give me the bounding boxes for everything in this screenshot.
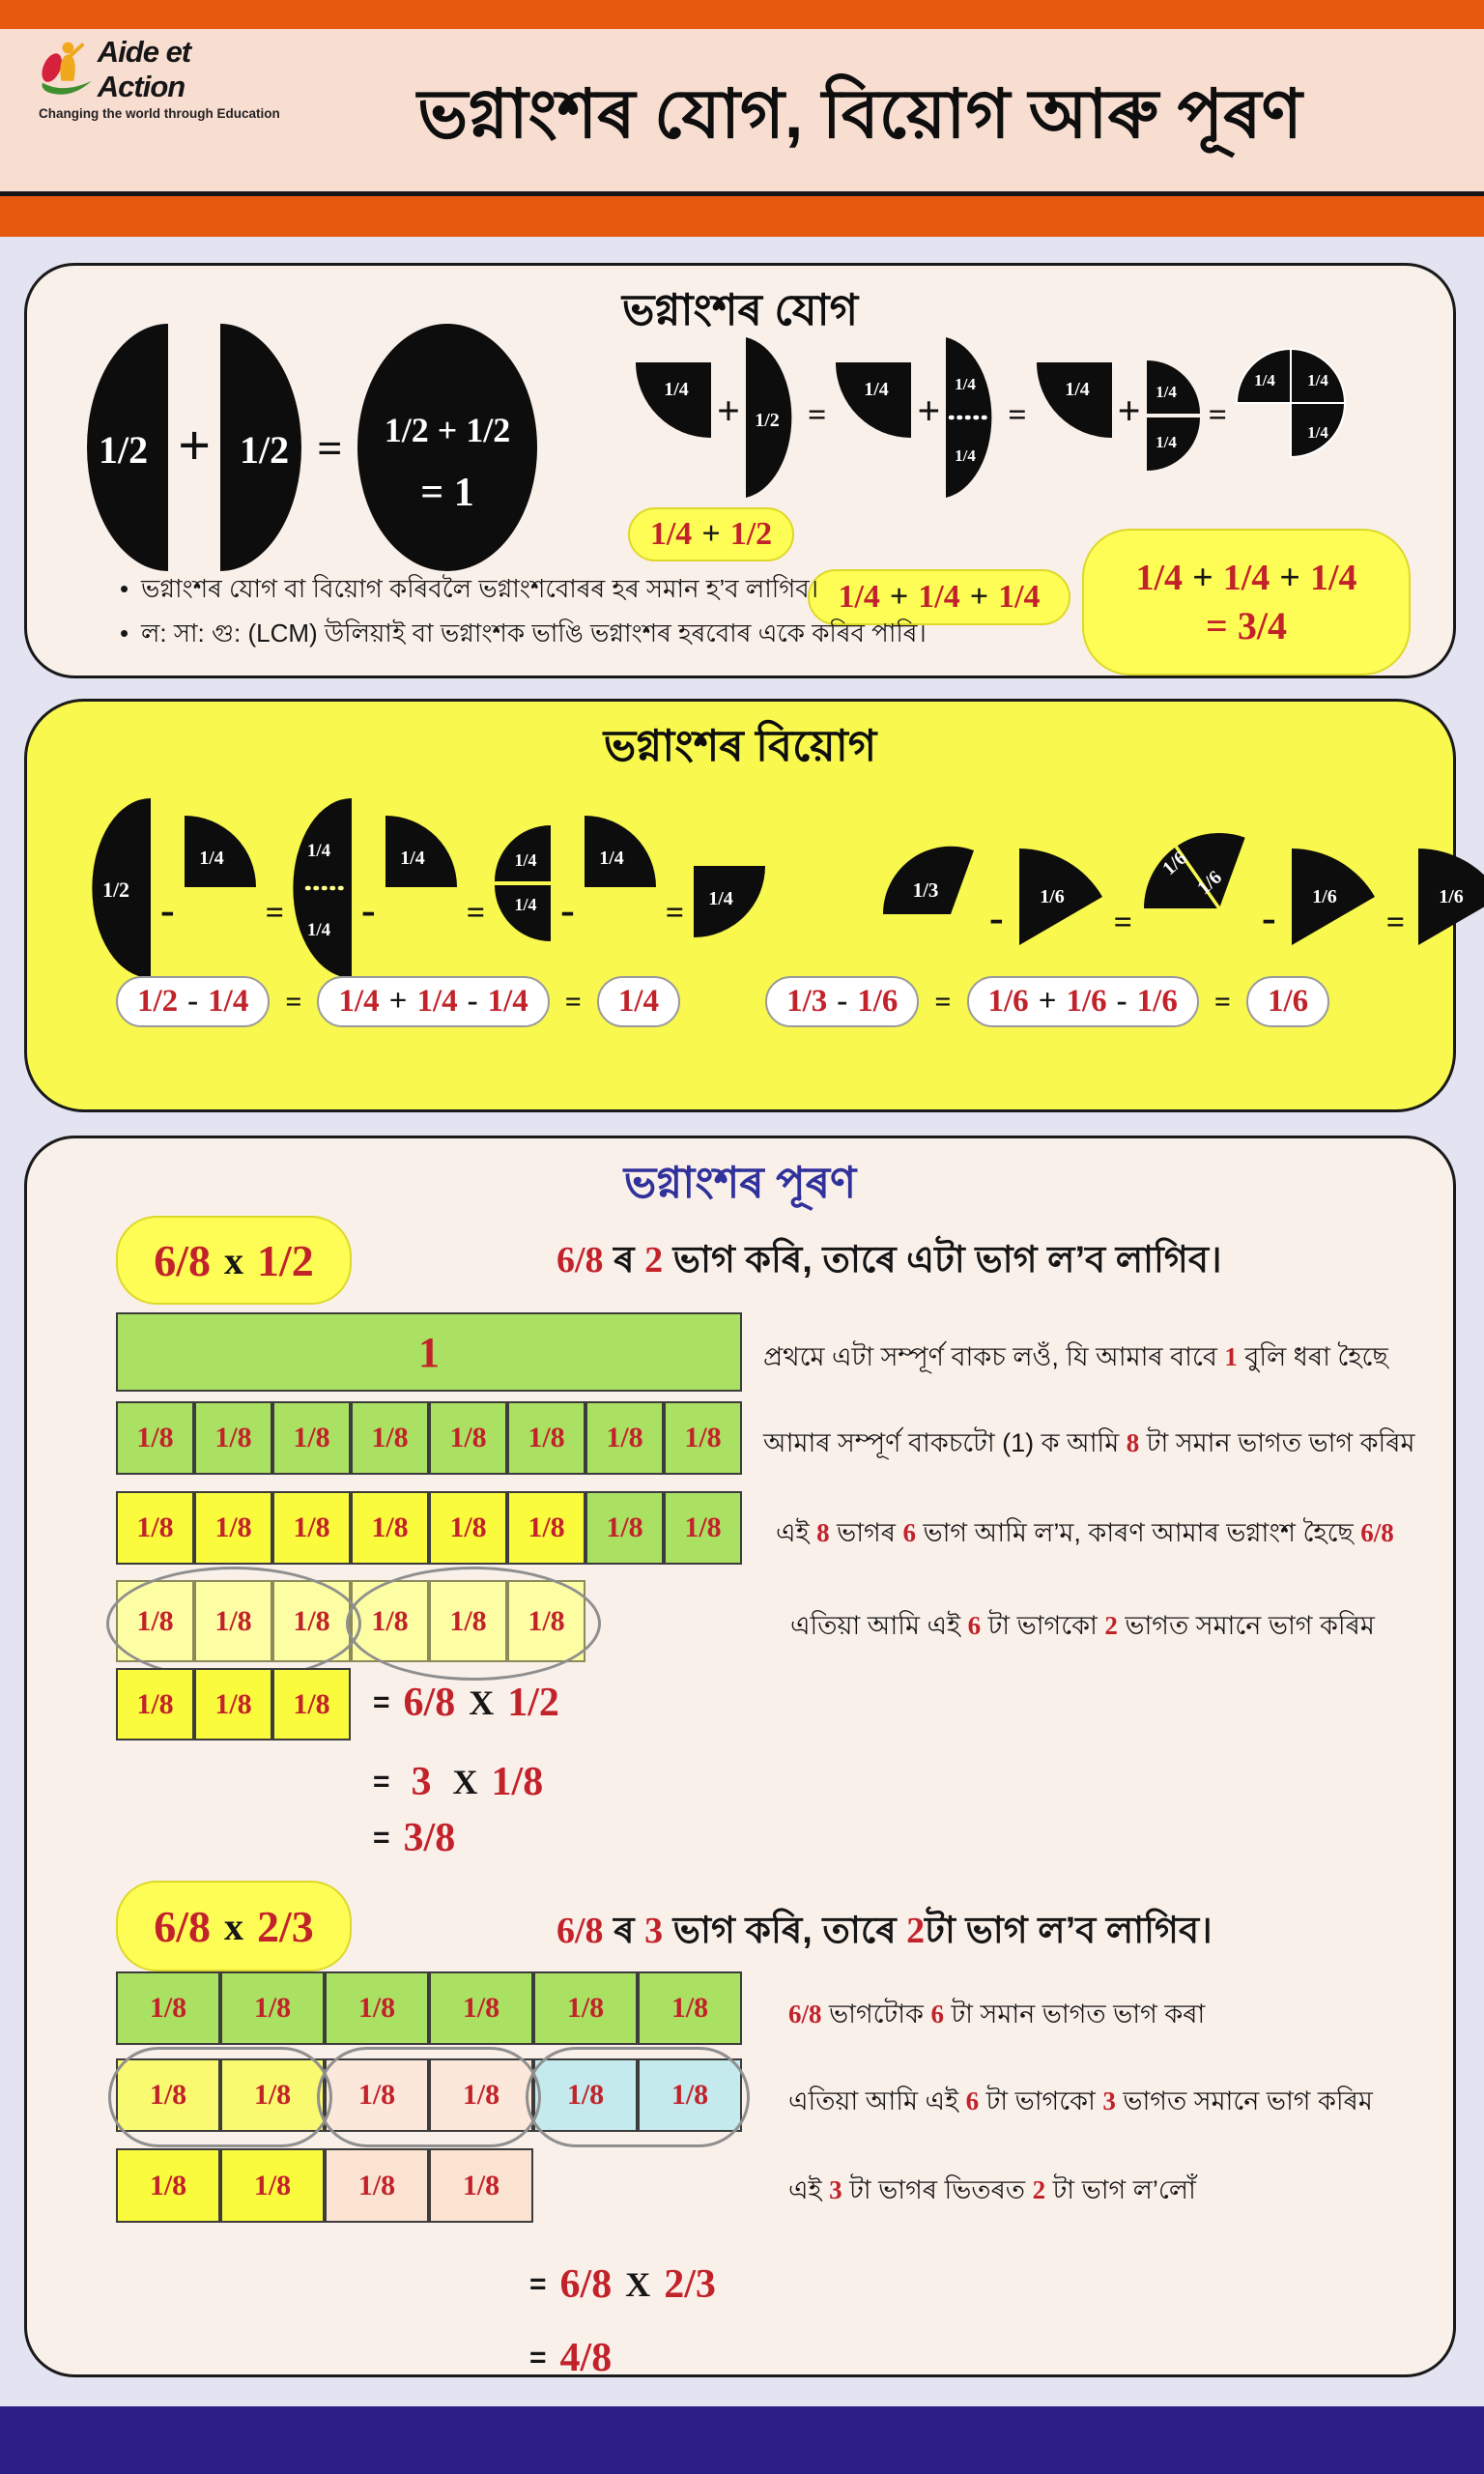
fraction-cell: 1/8 xyxy=(638,1971,742,2045)
equals-sign: = xyxy=(934,985,952,1018)
number: 3 xyxy=(411,1760,432,1804)
times-sign: X xyxy=(452,1763,478,1801)
text: আমাৰ সম্পূৰ্ণ বাকচটো (1) ক আমি xyxy=(763,1428,1127,1457)
label-half-minus-quarter xyxy=(116,976,270,1027)
whole-label-1: 1/2 + 1/2 xyxy=(385,411,511,449)
multiplication-title: ভগ্নাংশৰ পূৰণ xyxy=(623,1158,857,1207)
fraction: 1/2 xyxy=(257,1235,314,1285)
times-sign: X xyxy=(469,1683,495,1722)
plus-sign: + xyxy=(917,389,941,434)
number: 3 xyxy=(1102,2086,1116,2115)
half-label: 1/2 xyxy=(101,877,130,902)
two-quarters-stacked xyxy=(493,823,553,943)
quarter-label: 1/4 xyxy=(1254,371,1275,389)
quarter-label: 1/4 xyxy=(955,446,977,465)
sixth-label: 1/6 xyxy=(1193,866,1226,900)
row-eight-parts xyxy=(116,1401,742,1475)
text: এতিয়া আমি এই xyxy=(790,1611,968,1640)
fraction: 1/2 xyxy=(137,984,179,1019)
fraction: 6/8 xyxy=(154,1235,211,1285)
subtraction-demo-sixths xyxy=(877,816,1484,949)
top-orange-bar xyxy=(0,0,1484,29)
quarter-label: 1/4 xyxy=(1064,379,1090,400)
fraction-cell: 1/8 xyxy=(638,2058,742,2132)
fraction: 1/4 xyxy=(338,984,380,1019)
fraction-cell: 1/8 xyxy=(429,1401,507,1475)
fraction: 2/3 xyxy=(664,2262,716,2307)
fraction: 1/8 xyxy=(491,1760,544,1804)
quarter-label: 1/4 xyxy=(955,375,977,393)
number: 6 xyxy=(965,2086,980,2115)
fraction: 1/6 xyxy=(987,984,1029,1019)
quarter-label: 1/4 xyxy=(708,888,733,909)
equals-sign: = xyxy=(1385,905,1406,940)
footer-bar xyxy=(0,2406,1484,2474)
plus-sign: + xyxy=(178,414,212,477)
quarter-label: 1/4 xyxy=(664,379,689,400)
caption-take-six xyxy=(776,1513,1394,1557)
quarter-label: 1/4 xyxy=(1307,371,1328,389)
fraction-cell: 1/8 xyxy=(533,1971,638,2045)
plus-sign: + xyxy=(1192,557,1213,598)
whole-cell: 1 xyxy=(116,1312,742,1392)
fraction: 1/4 xyxy=(1222,557,1270,598)
times-sign: x xyxy=(224,1238,243,1282)
quarter-label: 1/4 xyxy=(1307,423,1328,442)
fraction-cell: 1/8 xyxy=(351,1580,429,1662)
fraction-cell: 1/8 xyxy=(220,2058,325,2132)
quarter-pie-result xyxy=(692,864,767,939)
plus-sign: + xyxy=(388,984,408,1019)
fraction-cell: 1/8 xyxy=(272,1668,351,1740)
fraction-cell: 1/8 xyxy=(507,1401,585,1475)
leaf xyxy=(43,81,92,95)
text: প্ৰথমে এটা সম্পূৰ্ণ বাকচ লওঁ, যি আমাৰ বাবে xyxy=(763,1342,1225,1371)
two-quarters-stacked xyxy=(1145,359,1201,473)
times-sign: X xyxy=(625,2265,651,2304)
fraction-cell: 1/8 xyxy=(429,1580,507,1662)
addition-demo-halves xyxy=(85,322,539,573)
text: ভাগ কৰি, তাৰে xyxy=(663,1911,907,1951)
fraction: 1/4 xyxy=(838,579,880,615)
quarter-label: 1/4 xyxy=(198,848,224,869)
equation-b xyxy=(529,2335,612,2381)
quarter-pie xyxy=(1035,360,1114,440)
figure-head xyxy=(62,43,73,54)
caption-eight-parts xyxy=(763,1424,1414,1467)
equals-sign: = xyxy=(373,1766,390,1798)
text: টা সমান ভাগত ভাগ কৰা xyxy=(943,1999,1206,2028)
fraction-cell: 1/8 xyxy=(664,1491,742,1565)
fraction-cell: 1/8 xyxy=(325,1971,429,2045)
half-pie xyxy=(91,796,153,980)
poster-title: ভগ্নাংশৰ যোগ, বিয়োগ আৰু পূৰণ xyxy=(417,76,1302,152)
row-two-groups xyxy=(116,1580,585,1662)
minus-sign: - xyxy=(160,886,175,934)
number: 2 xyxy=(1104,1611,1118,1640)
sixth-label: 1/6 xyxy=(1439,886,1464,907)
fraction-cell: 1/8 xyxy=(116,2058,220,2132)
fraction-cell: 1/8 xyxy=(585,1491,664,1565)
result-line-1 xyxy=(1136,557,1357,599)
fraction-cell: 1/8 xyxy=(220,1971,325,2045)
section-subtraction xyxy=(24,699,1464,1112)
addition-notes xyxy=(116,567,1043,655)
quarter-label: 1/4 xyxy=(306,920,331,940)
text: ৰ xyxy=(603,1911,645,1951)
equals-sign: = xyxy=(529,2268,547,2300)
sixth-wedge-result xyxy=(1413,839,1484,949)
fraction: 1/2 xyxy=(729,516,773,552)
minus-sign: - xyxy=(837,984,848,1019)
number: 3 xyxy=(644,1911,664,1951)
fraction-cell: 1/8 xyxy=(116,1401,194,1475)
caption-two-groups xyxy=(790,1606,1375,1650)
pill-six-eighth-times-two-third xyxy=(116,1881,352,1971)
text: এতিয়া আমি এই xyxy=(788,2086,966,2115)
row-whole xyxy=(116,1312,742,1392)
minus-sign: - xyxy=(1262,894,1276,941)
fraction-cell: 1/8 xyxy=(664,1401,742,1475)
fraction: 1/6 xyxy=(857,984,899,1019)
result-line-2: = 3/4 xyxy=(1206,603,1287,647)
text: টা ভাগকো xyxy=(979,2086,1103,2115)
text: ৰ xyxy=(603,1240,645,1280)
third-wedge xyxy=(877,837,980,920)
equals-sign: = xyxy=(373,1686,390,1718)
subtraction-labels xyxy=(116,976,1329,1027)
row-six-parts xyxy=(116,1971,742,2045)
equals-sign: = xyxy=(807,397,827,433)
equals-sign: = xyxy=(317,423,343,473)
fraction-cell: 1/8 xyxy=(116,1668,194,1740)
fraction-cell: 1/8 xyxy=(116,1580,194,1662)
fraction: 6/8 xyxy=(1360,1518,1394,1547)
minus-sign: - xyxy=(361,886,376,934)
part2-heading xyxy=(556,1902,1213,1964)
equals-sign: = xyxy=(564,985,582,1018)
minus-sign: - xyxy=(467,984,478,1019)
fraction-cell: 1/8 xyxy=(585,1401,664,1475)
quarter-label: 1/4 xyxy=(864,379,890,400)
second-orange-bar xyxy=(0,196,1484,237)
number: 2 xyxy=(644,1240,664,1280)
fraction: 1/4 xyxy=(649,516,693,552)
half-pie-split-dotted xyxy=(292,796,354,980)
times-sign: x xyxy=(224,1904,243,1948)
sixth-wedge xyxy=(1286,839,1379,949)
equals-sign: = xyxy=(665,895,685,931)
text: বুলি ধৰা হৈছে xyxy=(1237,1342,1388,1371)
text: ভাগ আমি ল’ম, কাৰণ আমাৰ ভগ্নাংশ হৈছে xyxy=(915,1518,1361,1547)
half-pie xyxy=(744,335,800,500)
quarter-pie xyxy=(834,360,913,440)
half-label: 1/2 xyxy=(755,410,780,431)
text: টা ভাগৰ ভিতৰত xyxy=(842,2175,1033,2204)
slice xyxy=(1037,362,1112,438)
fraction: 4/8 xyxy=(559,2336,613,2380)
minus-sign: - xyxy=(560,886,575,934)
quarter-label: 1/4 xyxy=(598,848,624,869)
sixth-label: 1/6 xyxy=(1039,886,1065,907)
equation-3 xyxy=(373,1815,455,1861)
fraction-cell: 1/8 xyxy=(325,2148,429,2223)
fraction-cell: 1/8 xyxy=(429,1971,533,2045)
text: টা সমান ভাগত ভাগ কৰিম xyxy=(1139,1428,1415,1457)
fraction: 1/4 xyxy=(208,984,249,1019)
fraction-cell: 1/8 xyxy=(351,1401,429,1475)
quarter-label: 1/4 xyxy=(1155,433,1177,451)
fraction-cell: 1/8 xyxy=(194,1491,272,1565)
fraction: 3/8 xyxy=(403,1816,456,1860)
equals-sign: = xyxy=(1113,905,1133,940)
equals-sign: = xyxy=(466,895,486,931)
plus-sign: + xyxy=(889,579,909,615)
number: 2 xyxy=(906,1911,926,1951)
half-pie-right xyxy=(218,322,303,573)
text: ভাগত সমানে ভাগ কৰিম xyxy=(1115,2086,1373,2115)
number: 6 xyxy=(930,1999,944,2028)
text: ভাগত সমানে ভাগ কৰিম xyxy=(1117,1611,1375,1640)
sixth-label: 1/6 xyxy=(1158,847,1191,880)
equals-sign: = xyxy=(373,1822,390,1854)
row-take-six xyxy=(116,1491,742,1565)
row-result-three xyxy=(116,1668,351,1740)
number: 6 xyxy=(967,1611,982,1640)
quarter-pie xyxy=(634,360,713,440)
fraction: 1/6 xyxy=(1136,984,1178,1019)
caption-row-whole xyxy=(763,1338,1388,1381)
fraction-cell: 1/8 xyxy=(116,2148,220,2223)
label-sixth-result: 1/6 xyxy=(1246,976,1329,1027)
caption-three-pairs xyxy=(788,2082,1373,2125)
part1-heading xyxy=(556,1231,1222,1293)
fraction: 1/2 xyxy=(507,1681,559,1725)
fraction: 6/8 xyxy=(559,2262,613,2307)
caption-take-two-pairs xyxy=(788,2171,1196,2214)
row-take-two-pairs xyxy=(116,2148,533,2223)
fraction-cell: 1/8 xyxy=(351,1491,429,1565)
subtraction-demo-quarters xyxy=(91,796,767,980)
note-bullet: • ল: সা: গু: (LCM) উলিয়াই বা ভগ্নাংশক ভাঙি ভগ্নাংশৰ হৰবোৰ একে কৰিব পাৰি। xyxy=(116,612,1043,656)
equation-a xyxy=(529,2261,716,2308)
text: এই xyxy=(788,2175,830,2204)
label-sixth-sum-minus xyxy=(967,976,1199,1027)
plus-sign: + xyxy=(1117,389,1141,434)
logo-title: Aide et Action xyxy=(97,35,191,103)
equals-sign: = xyxy=(1008,397,1027,433)
number: 3 xyxy=(829,2175,842,2204)
fraction-cell: 1/8 xyxy=(533,2058,638,2132)
plus-sign: + xyxy=(1038,984,1057,1019)
quarter-label: 1/4 xyxy=(306,841,331,861)
addition-demo-quarters xyxy=(634,335,1347,500)
note-bullet: • ভগ্নাংশৰ যোগ বা বিয়োগ কৰিবলৈ ভগ্নাংশবোৰৰ হৰ সমান হ’ব লাগিব। xyxy=(116,567,1043,612)
fraction-cell: 1/8 xyxy=(194,1580,272,1662)
fraction-cell: 1/8 xyxy=(116,1491,194,1565)
text: ভাগ কৰি, তাৰে এটা ভাগ ল’ব লাগিব। xyxy=(663,1240,1222,1280)
fraction: 1/4 xyxy=(998,579,1041,615)
fraction-cell: 1/8 xyxy=(220,2148,325,2223)
section-addition xyxy=(24,263,1456,678)
figure-body xyxy=(60,54,74,80)
plus-sign: + xyxy=(701,516,721,552)
fraction: 6/8 xyxy=(556,1911,604,1951)
sixth-label: 1/6 xyxy=(1311,886,1337,907)
equals-sign: = xyxy=(1213,985,1231,1018)
fraction: 1/4 xyxy=(487,984,528,1019)
quarter-label: 1/4 xyxy=(1155,383,1177,401)
fraction: 6/8 xyxy=(788,1999,822,2028)
slice xyxy=(636,362,711,438)
equals-sign: = xyxy=(529,2342,547,2373)
fraction: 2/3 xyxy=(257,1901,314,1951)
fraction-cell: 1/8 xyxy=(272,1491,351,1565)
half-pie-split-dotted xyxy=(944,335,1000,500)
half-label: 1/2 xyxy=(99,428,149,472)
number: 1 xyxy=(1224,1342,1238,1371)
row-three-pairs xyxy=(116,2058,742,2132)
number: 6 xyxy=(902,1518,916,1547)
fraction-cell: 1/8 xyxy=(429,1491,507,1565)
text: ভাগৰ xyxy=(829,1518,903,1547)
label-third-minus-sixth xyxy=(765,976,919,1027)
minus-sign: - xyxy=(187,984,199,1019)
section-multiplication xyxy=(24,1136,1456,2380)
number: 2 xyxy=(1032,2175,1046,2204)
quarter-pie xyxy=(183,814,258,889)
whole-pie xyxy=(356,322,539,573)
number: 8 xyxy=(1126,1428,1140,1457)
text: টা ভাগ ল’ব লাগিব। xyxy=(925,1911,1213,1951)
equation-1 xyxy=(373,1680,559,1726)
label-quarter-result: 1/4 xyxy=(597,976,680,1027)
third-label: 1/3 xyxy=(912,878,939,902)
fraction-cell: 1/8 xyxy=(507,1491,585,1565)
logo-flower-icon xyxy=(39,39,94,101)
text: টা ভাগকো xyxy=(981,1611,1105,1640)
slice xyxy=(836,362,911,438)
number: 8 xyxy=(816,1518,830,1547)
text: টা ভাগ ল’লোঁ xyxy=(1045,2175,1196,2204)
fraction: 1/6 xyxy=(1066,984,1107,1019)
fraction: 1/4 xyxy=(1309,557,1357,598)
fraction-cell: 1/8 xyxy=(429,2148,533,2223)
text: ভাগটোক xyxy=(821,1999,931,2028)
fraction-cell: 1/8 xyxy=(507,1580,585,1662)
fraction: 6/8 xyxy=(154,1901,211,1951)
subtraction-title: ভগ্নাংশৰ বিয়োগ xyxy=(603,721,877,770)
plus-sign: + xyxy=(969,579,989,615)
quarter-label: 1/4 xyxy=(514,895,537,914)
equation-2 xyxy=(373,1759,543,1805)
plus-sign: + xyxy=(717,389,740,434)
quarter-pie xyxy=(384,814,459,889)
equals-sign: = xyxy=(285,985,302,1018)
fraction: 1/3 xyxy=(786,984,828,1019)
logo-tagline: Changing the world through Education xyxy=(39,106,280,121)
sixth-wedge xyxy=(1013,839,1106,949)
third-wedge-split xyxy=(1140,823,1252,916)
quarter-pie xyxy=(583,814,658,889)
three-quarter-pie xyxy=(1235,347,1347,459)
label-result-three-fourth xyxy=(1082,529,1411,676)
addition-title: ভগ্নাংশৰ যোগ xyxy=(621,285,859,334)
logo xyxy=(39,35,280,121)
label-quarter-plus-half xyxy=(628,507,794,561)
fraction-cell: 1/8 xyxy=(272,1580,351,1662)
half-label: 1/2 xyxy=(240,428,290,472)
whole-label-2: = 1 xyxy=(420,471,475,515)
quarter-label: 1/4 xyxy=(399,848,425,869)
quarter-label: 1/4 xyxy=(514,850,537,870)
header-band xyxy=(0,29,1484,191)
fraction: 6/8 xyxy=(403,1681,456,1725)
fraction-cell: 1/8 xyxy=(272,1401,351,1475)
equals-sign: = xyxy=(1208,397,1227,433)
caption-six-parts xyxy=(788,1995,1205,2038)
fraction: 6/8 xyxy=(556,1240,604,1280)
minus-sign: - xyxy=(989,894,1004,941)
half-pie-left xyxy=(85,322,170,573)
text: এই xyxy=(776,1518,817,1547)
fraction-cell: 1/8 xyxy=(429,2058,533,2132)
fraction: 1/4 xyxy=(918,579,960,615)
label-quarter-sum-minus xyxy=(317,976,549,1027)
fraction-cell: 1/8 xyxy=(325,2058,429,2132)
plus-sign: + xyxy=(1279,557,1300,598)
fraction-cell: 1/8 xyxy=(116,1971,220,2045)
equals-sign: = xyxy=(265,895,285,931)
minus-sign: - xyxy=(1116,984,1127,1019)
fraction-cell: 1/8 xyxy=(194,1668,272,1740)
fraction: 1/4 xyxy=(1135,557,1184,598)
fraction: 1/4 xyxy=(416,984,458,1019)
pill-six-eighth-times-half xyxy=(116,1216,352,1305)
fraction-cell: 1/8 xyxy=(194,1401,272,1475)
